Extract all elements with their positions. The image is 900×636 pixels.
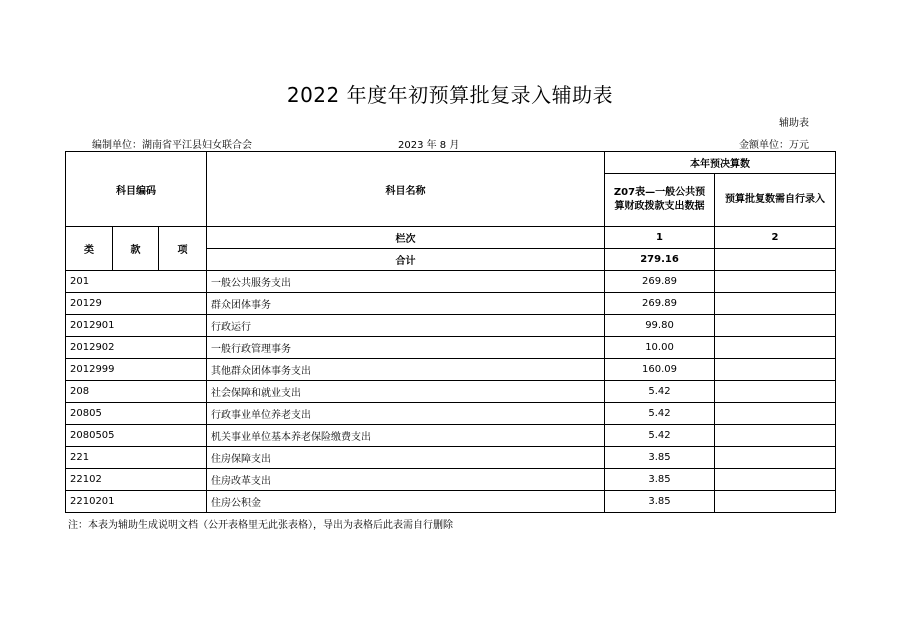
row-amount: 10.00 [605,337,715,359]
footnote: 注：本表为辅助生成说明文档（公开表格里无此张表格），导出为表格后此表需自行删除 [68,520,453,531]
table-row [66,403,836,425]
row-code: 20129 [66,293,207,315]
row-code: 2012999 [66,359,207,381]
row-code: 2210201 [66,491,207,513]
row-code: 22102 [66,469,207,491]
budget-table [65,151,836,513]
header-col1: Z07表—一般公共预算财政拨款支出数据 [605,174,715,227]
table-row [66,271,836,293]
header-budget-group: 本年预决算数 [605,152,836,174]
row-code: 20805 [66,403,207,425]
row-entry [715,447,836,469]
table-row [66,337,836,359]
row-amount: 5.42 [605,403,715,425]
table-body [66,271,836,513]
money-unit: 金额单位：万元 [739,140,809,151]
total-col2 [715,249,836,271]
header-col2-no: 2 [715,227,836,249]
table-tag: 辅助表 [779,118,809,129]
header-xiang: 项 [159,227,207,271]
row-entry [715,293,836,315]
header-col2: 预算批复数需自行录入 [715,174,836,227]
header-lei: 类 [66,227,113,271]
row-entry [715,491,836,513]
row-name: 住房改革支出 [207,469,605,491]
row-entry [715,271,836,293]
row-name: 机关事业单位基本养老保险缴费支出 [207,425,605,447]
table-row [66,381,836,403]
row-entry [715,469,836,491]
row-amount: 269.89 [605,293,715,315]
row-name: 群众团体事务 [207,293,605,315]
row-name: 其他群众团体事务支出 [207,359,605,381]
header-lanci: 栏次 [207,227,605,249]
row-entry [715,315,836,337]
table-row [66,447,836,469]
total-label: 合计 [207,249,605,271]
row-amount: 3.85 [605,447,715,469]
row-name: 行政运行 [207,315,605,337]
row-code: 2080505 [66,425,207,447]
row-code: 2012901 [66,315,207,337]
table-row [66,293,836,315]
row-entry [715,425,836,447]
row-amount: 269.89 [605,271,715,293]
total-value: 279.16 [605,249,715,271]
row-name: 社会保障和就业支出 [207,381,605,403]
row-name: 住房公积金 [207,491,605,513]
row-entry [715,337,836,359]
row-amount: 5.42 [605,425,715,447]
header-subject-name: 科目名称 [207,152,605,227]
header-subject-code: 科目编码 [66,152,207,227]
row-entry [715,381,836,403]
header-kuan: 款 [113,227,159,271]
row-amount: 160.09 [605,359,715,381]
row-name: 住房保障支出 [207,447,605,469]
row-amount: 5.42 [605,381,715,403]
row-name: 行政事业单位养老支出 [207,403,605,425]
row-entry [715,403,836,425]
row-code: 2012902 [66,337,207,359]
row-code: 208 [66,381,207,403]
table-row [66,469,836,491]
page-title: 2022 年度年初预算批复录入辅助表 [286,83,614,107]
row-entry [715,359,836,381]
row-name: 一般行政管理事务 [207,337,605,359]
row-code: 221 [66,447,207,469]
table-row [66,425,836,447]
table-row [66,491,836,513]
row-code: 201 [66,271,207,293]
table-row [66,315,836,337]
compiling-unit: 编制单位：湖南省平江县妇女联合会 [92,140,252,151]
row-amount: 99.80 [605,315,715,337]
row-amount: 3.85 [605,491,715,513]
row-name: 一般公共服务支出 [207,271,605,293]
table-row [66,359,836,381]
row-amount: 3.85 [605,469,715,491]
report-date: 2023 年 8 月 [398,140,460,151]
header-col1-no: 1 [605,227,715,249]
